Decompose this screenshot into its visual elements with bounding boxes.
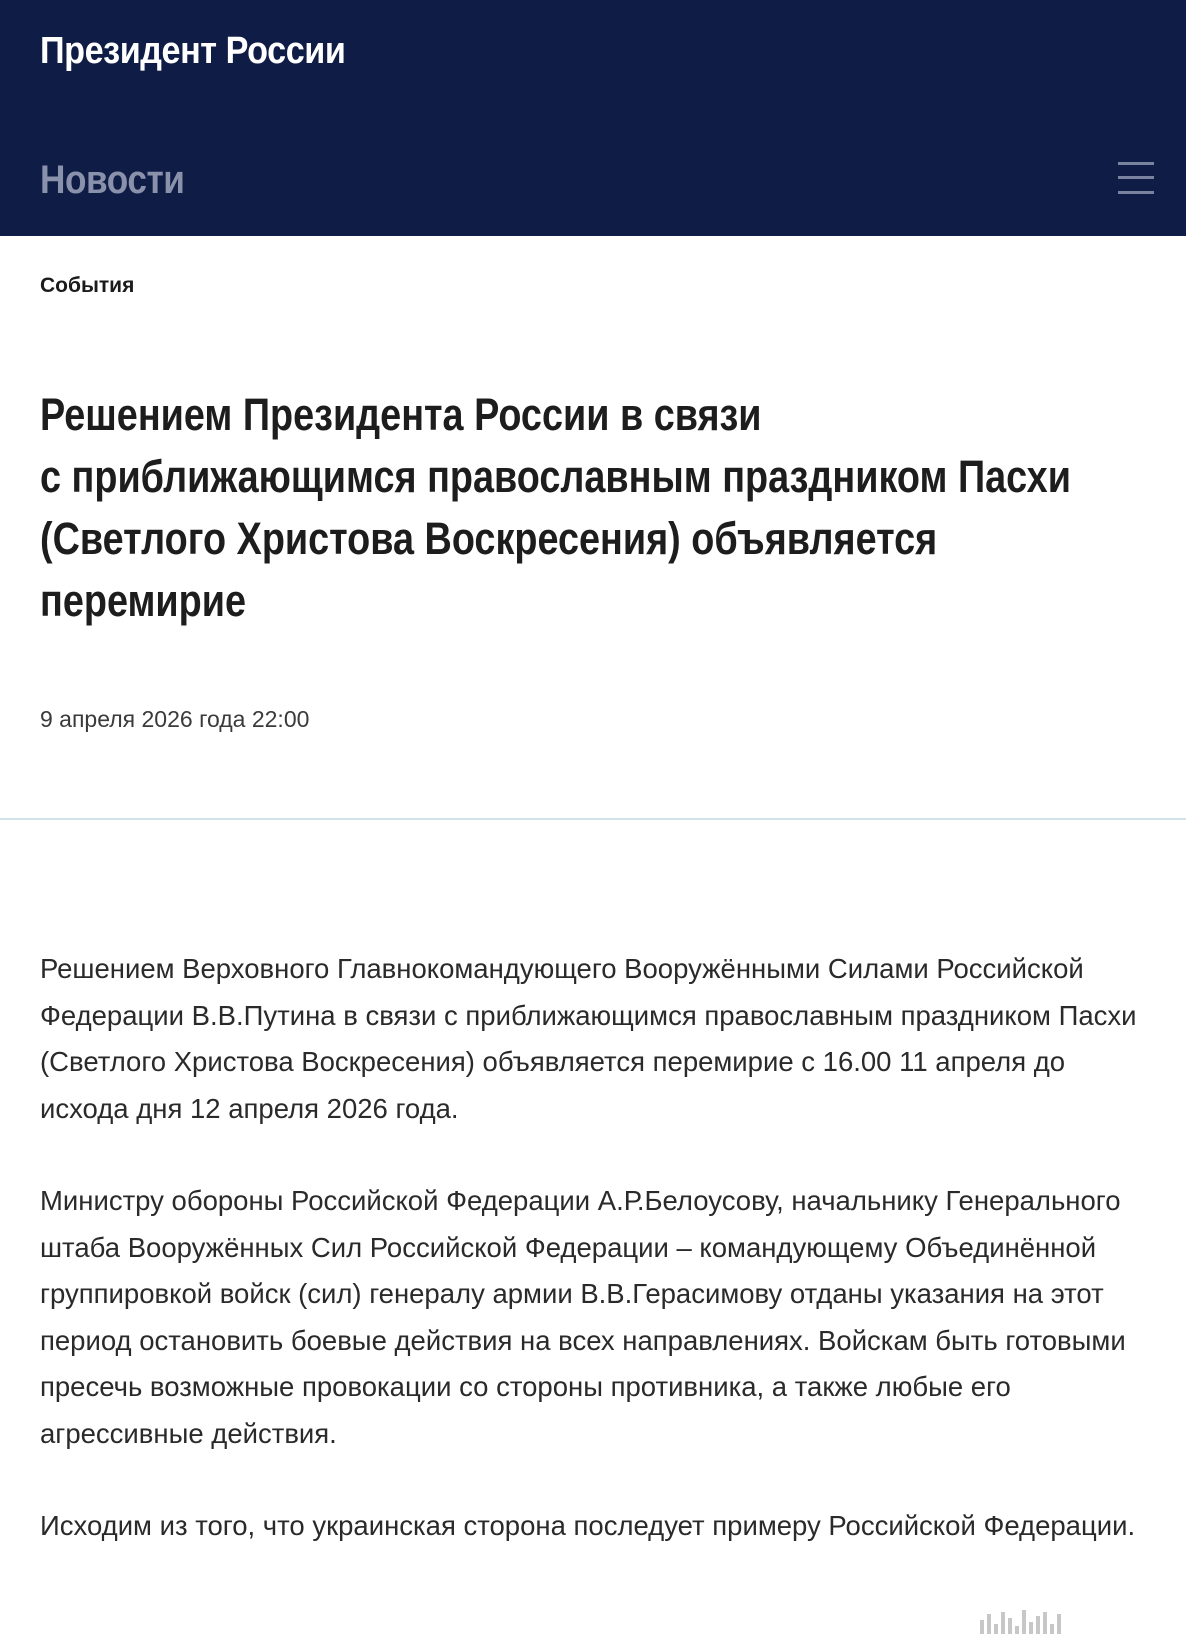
- section-title[interactable]: Новости: [40, 158, 185, 202]
- article-paragraph: Исходим из того, что украинская сторона последует примеру Российской Федерации.: [40, 1510, 1136, 1541]
- hamburger-menu-icon[interactable]: [1116, 158, 1156, 198]
- headline-line: с приближающимся православным праздником Пасхи: [40, 451, 1071, 502]
- headline-line: перемирие: [40, 575, 247, 626]
- headline-line: Решением Президента России в связи: [40, 389, 762, 440]
- menu-bar: [1118, 191, 1154, 194]
- site-header: [0, 0, 1186, 236]
- headline-line: (Светлого Христова Воскресения) объявляется: [40, 513, 938, 564]
- site-title[interactable]: Президент России: [40, 30, 346, 72]
- article-headline: [40, 384, 1124, 632]
- watermark-logo: [980, 1604, 1160, 1634]
- article-paragraph: Решением Верховного Главнокомандующего Вооружёнными Силами Российской Федерации В.В.Путина в связи с приближающимся православным праздником Пасхи (Светлого Христова Воскресения) объявляется перемирие с 16.00 11 апреля до исхода дня 12 апреля 2026 года.: [40, 953, 1137, 1124]
- menu-bar: [1118, 176, 1154, 179]
- article-date: 9 апреля 2026 года 22:00: [40, 706, 310, 732]
- menu-bar: [1118, 162, 1154, 165]
- divider: [0, 818, 1186, 820]
- article-paragraph: Министру обороны Российской Федерации А.Р.Белоусову, начальнику Генерального штаба Вооружённых Сил Российской Федерации – командующему Объединённой группировкой войск (сил) генералу армии В.В.Герасимову отданы указания на этот период остановить боевые действия на всех направлениях. Войскам быть готовыми пресечь возможные провокации со стороны противника, а также любые его агрессивные действия.: [40, 1185, 1126, 1449]
- article-body: [40, 946, 1160, 1596]
- article-category[interactable]: События: [40, 274, 135, 297]
